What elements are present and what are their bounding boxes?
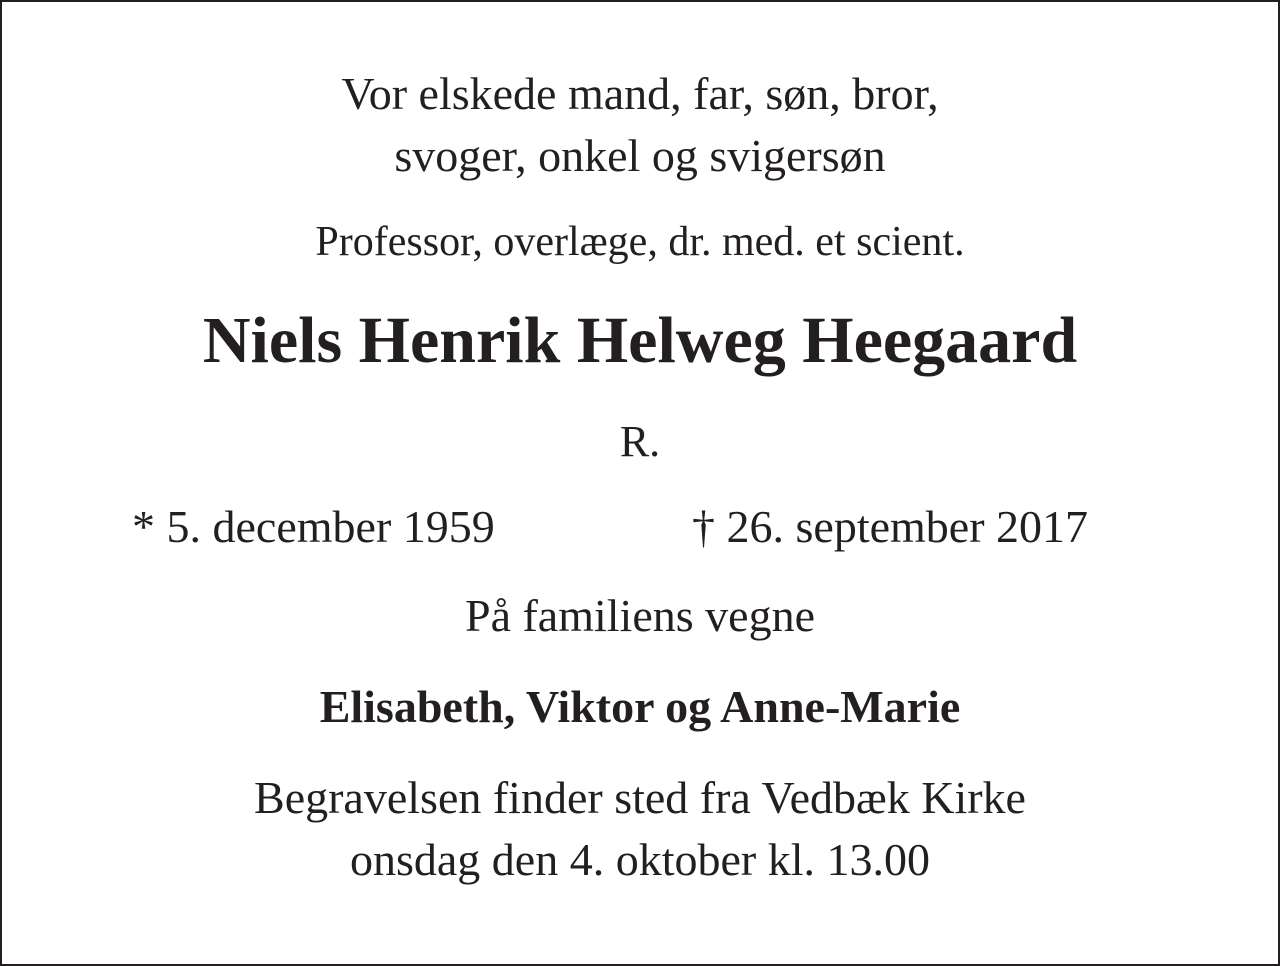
funeral-line-2: onsdag den 4. oktober kl. 13.00 xyxy=(349,834,931,885)
funeral-line-1: Begravelsen finder sted fra Vedbæk Kirke xyxy=(254,772,1026,823)
deceased-name: Niels Henrik Helweg Heegaard xyxy=(202,304,1078,377)
birth-date: * 5. december 1959 xyxy=(132,501,495,552)
professional-title: Professor, overlæge, dr. med. et scient. xyxy=(315,219,965,265)
intro-line-2: svoger, onkel og svigersøn xyxy=(394,130,886,181)
death-date: † 26. september 2017 xyxy=(692,501,1089,552)
intro-line-1: Vor elskede mand, far, søn, bror, xyxy=(341,68,939,119)
signers-line: Elisabeth, Viktor og Anne-Marie xyxy=(319,681,961,732)
dates-row xyxy=(2,501,1278,554)
order-mark: R. xyxy=(619,417,661,466)
on-behalf-line: På familiens vegne xyxy=(464,590,815,641)
